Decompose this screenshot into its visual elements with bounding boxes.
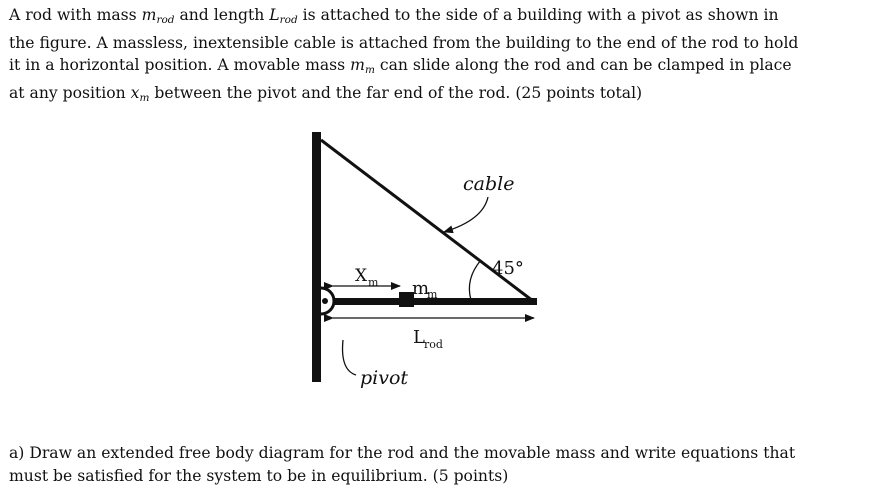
mm-label: m [412, 278, 430, 299]
xm-subscript: m [368, 276, 379, 289]
lrod-subscript: rod [424, 338, 443, 351]
problem-line-3: it in a horizontal position. A movable mass $m_m$ can slide along the rod and can be clamped in place [9, 56, 792, 76]
part-a-line-2: must be satisfied for the system to be in equilibrium. (5 points) [9, 466, 509, 485]
pivot-label: pivot [360, 367, 409, 389]
part-a-question [9, 442, 889, 487]
angle-arc [469, 260, 481, 300]
building-wall [312, 132, 321, 382]
cable-leader-arrow [444, 197, 488, 232]
part-a-line-1: a) Draw an extended free body diagram for the rod and the movable mass and write equations that [9, 444, 796, 462]
xm-label: X [355, 266, 368, 286]
problem-line-4: at any position $x_m$ between the pivot and the far end of the rod. (25 points total) [9, 83, 643, 104]
problem-line-2: the figure. A massless, inextensible cable is attached from the building to the end of the rod to hold [9, 33, 799, 52]
cable-label: cable [463, 173, 515, 195]
pivot-leader [343, 340, 356, 375]
lrod-label: L [413, 327, 425, 348]
pivot-pin [322, 298, 328, 304]
angle-label: 45° [492, 258, 524, 279]
problem-line-1: A rod with mass $m_{rod}$ and length $L_{rod}$ is attached to the side of a building with a pivot as shown in [9, 6, 779, 26]
mm-subscript: m [427, 288, 438, 301]
